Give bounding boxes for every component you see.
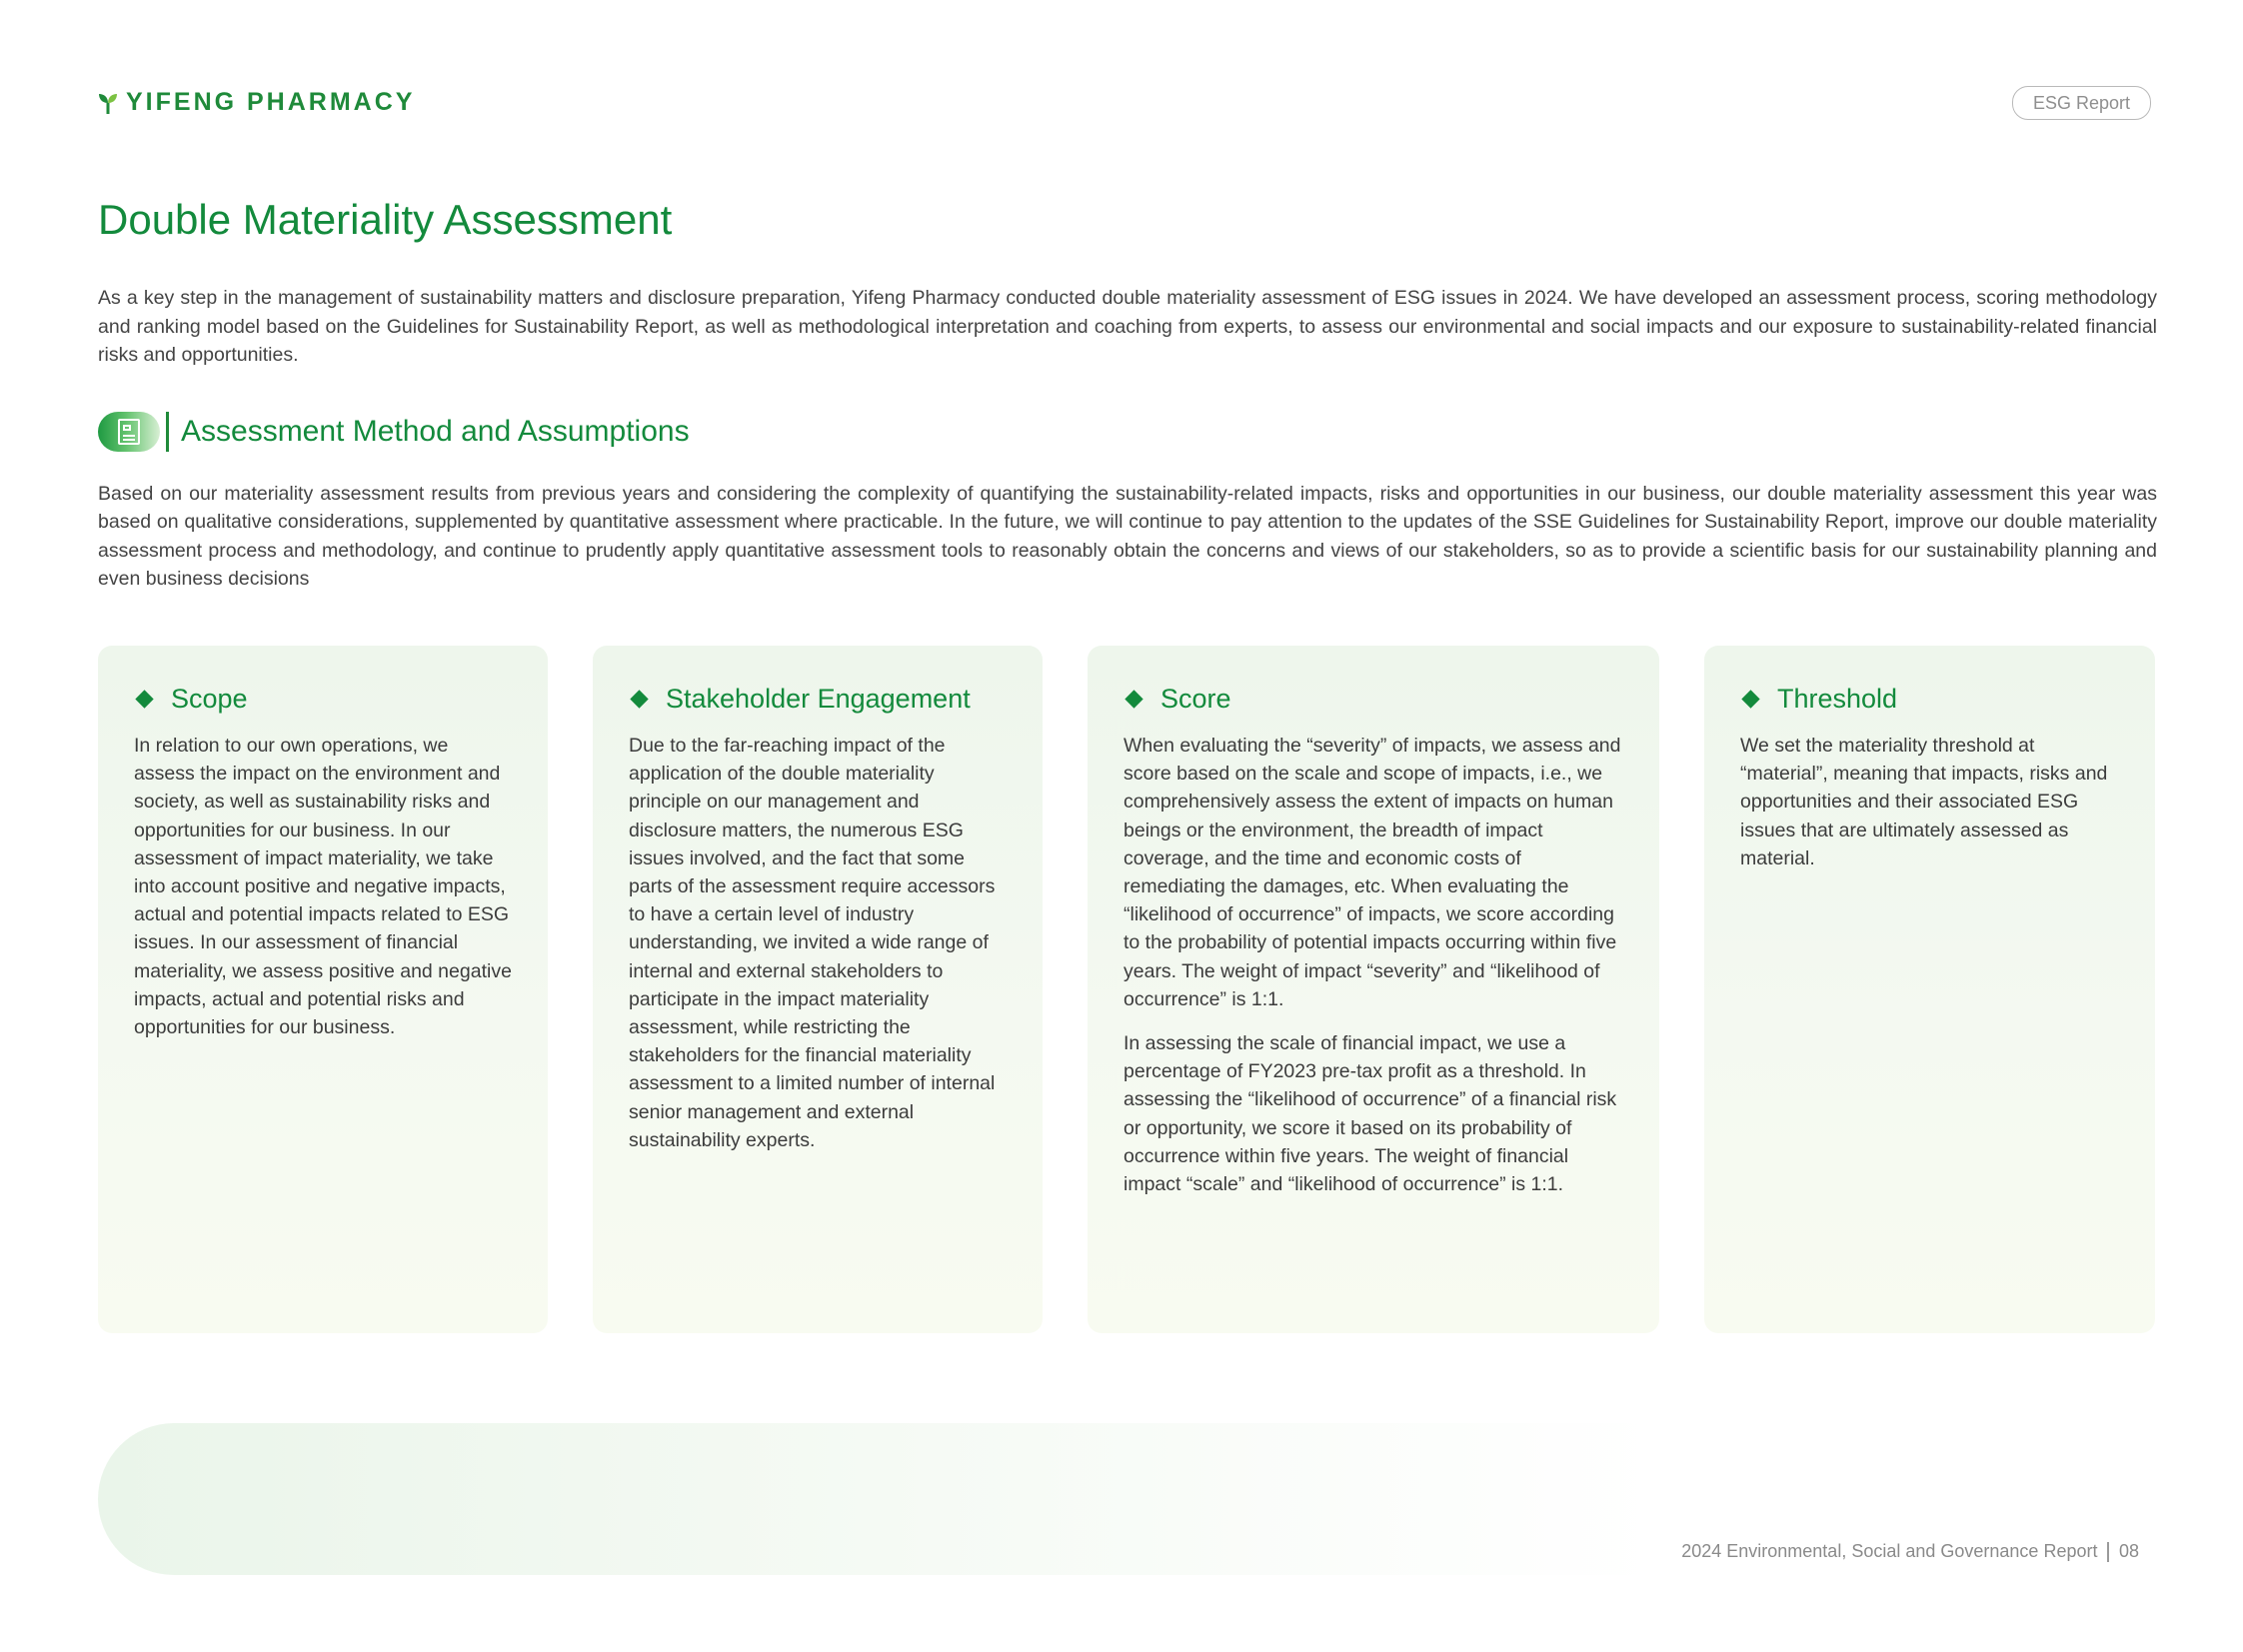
intro-paragraph: As a key step in the management of sustainability matters and disclosure preparation, Yifeng Pharmacy conducted double materiality assessment of ESG issues in 2024. We have developed an assessment process, scoring methodology and ranking model based on the Guidelines for Sustainability Report, as well as methodological interpretation and coaching from experts, to assess our environmental and social impacts and our exposure to sustainability-related financial risks and opportunities. bbox=[98, 287, 2157, 366]
footer-divider bbox=[2107, 1542, 2109, 1562]
card-title: Stakeholder Engagement bbox=[666, 683, 971, 714]
diamond-bullet-icon bbox=[1124, 690, 1142, 708]
section-body: Based on our materiality assessment results from previous years and considering the complexity of quantifying the sustainability-related impacts, risks and opportunities in our business, our double materiality assessment this year was based on qualitative considerations, supplemented by quantitative assessment where practicable. In the future, we will continue to pay attention to the updates of the SSE Guidelines for Sustainability Report, improve our double materiality assessment process and methodology, and continue to prudently apply quantitative assessment tools to reasonably obtain the concerns and views of our stakeholders, so as to provide a scientific basis for our sustainability planning and even business decisions bbox=[98, 483, 2157, 590]
card-text: When evaluating the “severity” of impacts, we assess and score based on the scale and scope of impacts, i.e., we comprehensively assess the extent of impacts on human beings or the environment, the breadth of impact coverage, and the time and economic costs of remediating the damages, etc. When evaluating the “likelihood of occurrence” of impacts, we score according to the probability of potential impacts occurring within five years. The weight of impact “severity” and “likelihood of occurrence” is 1:1. bbox=[1123, 735, 1621, 1010]
card-threshold bbox=[1704, 646, 2155, 1333]
card-score bbox=[1088, 646, 1659, 1333]
sprout-icon bbox=[98, 92, 118, 114]
page-footer bbox=[1681, 1541, 2139, 1562]
document-chart-icon bbox=[98, 412, 160, 452]
card-text: We set the materiality threshold at “material”, meaning that impacts, risks and opportunities and their associated ESG issues that are ultimately assessed as material. bbox=[1740, 735, 2108, 869]
card-scope bbox=[98, 646, 548, 1333]
diamond-bullet-icon bbox=[135, 690, 153, 708]
esg-report-badge: ESG Report bbox=[2012, 86, 2151, 120]
diamond-bullet-icon bbox=[630, 690, 648, 708]
section-title: Assessment Method and Assumptions bbox=[181, 415, 690, 448]
card-stakeholder-engagement bbox=[593, 646, 1043, 1333]
card-title: Scope bbox=[171, 683, 248, 714]
section-header bbox=[98, 412, 690, 452]
page-title: Double Materiality Assessment bbox=[98, 196, 673, 243]
decorative-band bbox=[98, 1423, 1657, 1575]
card-text: In relation to our own operations, we assess the impact on the environment and society, as well as sustainability risks and opportunities for our business. In our assessment of impact materiality, we take into account positive and negative impacts, actual and potential impacts related to ESG issues. In our assessment of financial materiality, we assess positive and negative impacts, actual and potential risks and opportunities for our business. bbox=[134, 735, 512, 1039]
diamond-bullet-icon bbox=[1741, 690, 1759, 708]
card-title: Threshold bbox=[1777, 683, 1898, 714]
card-title: Score bbox=[1160, 683, 1231, 714]
brand-name: YIFENG PHARMACY bbox=[126, 88, 416, 116]
footer-report-title: 2024 Environmental, Social and Governance Report bbox=[1681, 1541, 2098, 1561]
section-divider bbox=[166, 412, 169, 452]
card-text: In assessing the scale of financial impact, we use a percentage of FY2023 pre-tax profit as a threshold. In assessing the “likelihood of occurrence” of a financial risk or opportunity, we score it based on its probability of occurrence within five years. The weight of financial impact “scale” and “likelihood of occurrence” is 1:1. bbox=[1123, 1032, 1617, 1196]
brand-logo bbox=[98, 88, 415, 117]
card-text: Due to the far-reaching impact of the application of the double materiality principle on our management and disclosure matters, the numerous ESG issues involved, and the fact that some parts of the assessment require accessors to have a certain level of industry understanding, we invited a wide range of internal and external stakeholders to participate in the impact materiality assessment, while restricting the stakeholders for the financial materiality assessment to a limited number of internal senior management and external sustainability experts. bbox=[629, 735, 996, 1151]
page-number: 08 bbox=[2118, 1541, 2139, 1561]
